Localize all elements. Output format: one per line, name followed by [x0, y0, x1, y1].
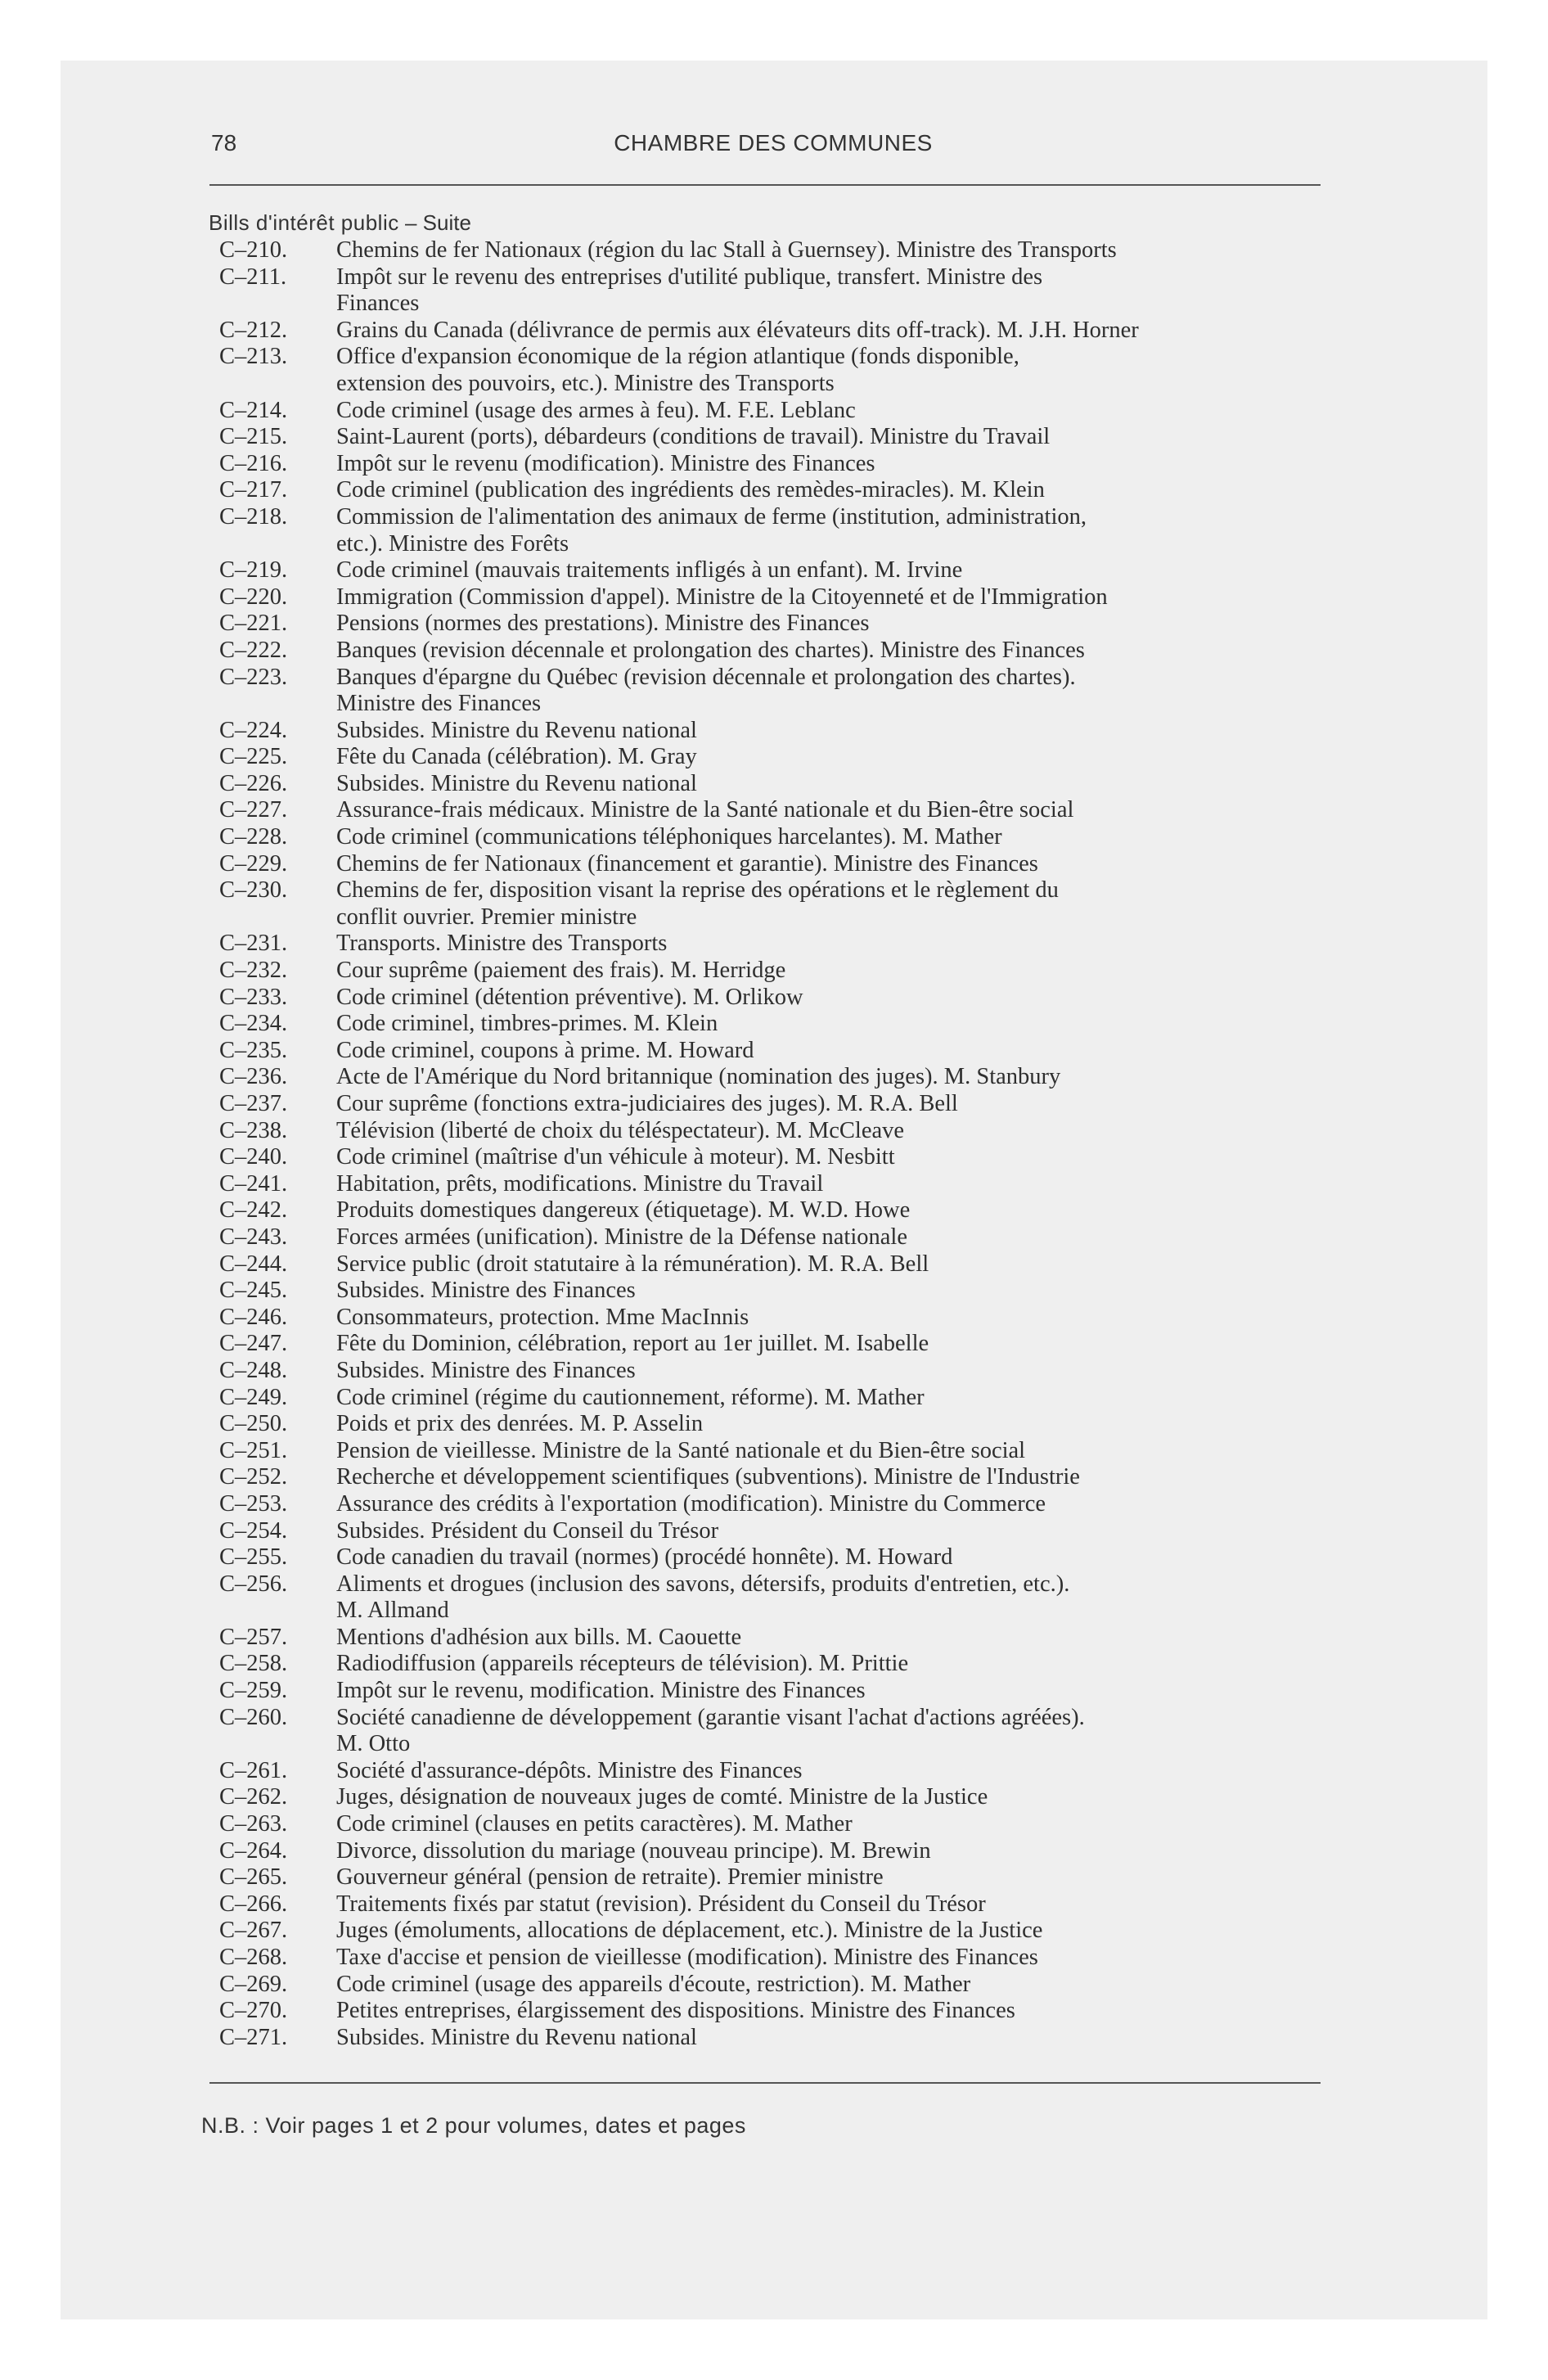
bill-entry	[219, 1144, 1348, 1171]
bill-title-line: Code criminel (clauses en petits caractères). M. Mather	[336, 1811, 853, 1837]
bill-title	[336, 1811, 1348, 1838]
bill-title	[336, 1438, 1348, 1465]
bill-title	[336, 771, 1348, 798]
bill-entry	[219, 1784, 1348, 1811]
bill-entry	[219, 264, 1348, 318]
bill-entry	[219, 1811, 1348, 1838]
bill-title	[336, 1011, 1348, 1038]
bill-title-line: Code criminel (régime du cautionnement, réforme). M. Mather	[336, 1384, 925, 1410]
bill-entry	[219, 1625, 1348, 1652]
bill-title-line: Société canadienne de développement (garantie visant l'achat d'actions agréées).	[336, 1704, 1085, 1730]
bill-number: C–262.	[219, 1784, 288, 1810]
bill-entry	[219, 557, 1348, 584]
bill-entry	[219, 1171, 1348, 1198]
bill-entry	[219, 1038, 1348, 1065]
bill-title-line: Pensions (normes des prestations). Ministre des Finances	[336, 611, 870, 637]
bill-title-line: Acte de l'Amérique du Nord britannique (nomination des juges). M. Stanbury	[336, 1064, 1061, 1090]
bill-list	[219, 237, 1348, 2051]
bill-title-line: Subsides. Ministre des Finances	[336, 1278, 636, 1304]
bill-title	[336, 1091, 1348, 1118]
bill-title-line: Code criminel (usage des appareils d'écoute, restriction). M. Mather	[336, 1971, 971, 1997]
bill-title-line: extension des pouvoirs, etc.). Ministre des Transports	[336, 370, 835, 396]
bill-title	[336, 1864, 1348, 1891]
bill-title-line: Juges, désignation de nouveaux juges de comté. Ministre de la Justice	[336, 1784, 988, 1810]
bill-number: C–251.	[219, 1437, 288, 1463]
bill-title	[336, 638, 1348, 665]
bill-entry	[219, 584, 1348, 611]
bill-entry	[219, 1411, 1348, 1438]
bill-title-line: Poids et prix des denrées. M. P. Asselin	[336, 1411, 704, 1437]
bill-title	[336, 1625, 1348, 1652]
bill-title	[336, 344, 1348, 397]
bill-number: C–215.	[219, 424, 288, 450]
bill-title	[336, 1118, 1348, 1145]
bill-number: C–241.	[219, 1170, 288, 1197]
bill-title-line: Cour suprême (fonctions extra-judiciaires des juges). M. R.A. Bell	[336, 1091, 958, 1116]
bill-number: C–231.	[219, 931, 288, 957]
bill-number: C–258.	[219, 1651, 288, 1677]
bill-title-line: Code criminel (maîtrise d'un véhicule à moteur). M. Nesbitt	[336, 1144, 895, 1170]
bill-number: C–226.	[219, 770, 288, 796]
bill-entry	[219, 771, 1348, 798]
header-rule	[209, 184, 1321, 186]
bill-entry	[219, 1385, 1348, 1412]
bill-title	[336, 1705, 1348, 1758]
bill-title-line: Immigration (Commission d'appel). Ministre de la Citoyenneté et de l'Immigration	[336, 584, 1108, 610]
bill-number: C–212.	[219, 317, 288, 343]
bill-number: C–228.	[219, 824, 288, 850]
bill-title	[336, 1972, 1348, 1999]
bill-number: C–238.	[219, 1117, 288, 1143]
bill-title-line: Divorce, dissolution du mariage (nouveau principe). M. Brewin	[336, 1837, 931, 1864]
bill-title	[336, 1224, 1348, 1251]
bill-entry	[219, 1972, 1348, 1999]
bill-title	[336, 1891, 1348, 1918]
bill-title	[336, 1385, 1348, 1412]
bill-title	[336, 2025, 1348, 2052]
bill-title	[336, 584, 1348, 611]
bill-number: C–217.	[219, 477, 288, 503]
bill-entry	[219, 424, 1348, 451]
bill-number: C–240.	[219, 1144, 288, 1170]
footer-rule	[209, 2082, 1321, 2084]
bill-title-line: M. Otto	[336, 1731, 411, 1757]
bill-title-line: Transports. Ministre des Transports	[336, 931, 668, 957]
section-title: Bills d'intérêt public	[209, 210, 399, 235]
bill-number: C–254.	[219, 1517, 288, 1544]
bill-number: C–259.	[219, 1678, 288, 1704]
bill-title	[336, 1358, 1348, 1385]
bill-number: C–268.	[219, 1945, 288, 1970]
section-continuation: – Suite	[398, 210, 471, 235]
bill-title-line: Commission de l'alimentation des animaux de ferme (institution, administration,	[336, 503, 1087, 530]
bill-number: C–213.	[219, 344, 288, 370]
bill-title	[336, 398, 1348, 425]
bill-entry	[219, 985, 1348, 1012]
bill-entry	[219, 744, 1348, 771]
bill-title-line: Chemins de fer Nationaux (région du lac Stall à Guernsey). Ministre des Transports	[336, 237, 1117, 263]
bill-title-line: Chemins de fer, disposition visant la reprise des opérations et le règlement du	[336, 877, 1059, 904]
bill-title-line: Office d'expansion économique de la région atlantique (fonds disponible,	[336, 344, 1019, 370]
bill-number: C–260.	[219, 1704, 288, 1730]
bill-entry	[219, 931, 1348, 958]
bill-title	[336, 744, 1348, 771]
bill-entry	[219, 1358, 1348, 1385]
bill-number: C–242.	[219, 1197, 288, 1224]
bill-entry	[219, 877, 1348, 931]
bill-title-line: Code criminel, timbres-primes. M. Klein	[336, 1011, 718, 1037]
bill-number: C–234.	[219, 1011, 288, 1037]
bill-title	[336, 264, 1348, 318]
footnote: N.B. : Voir pages 1 et 2 pour volumes, dates et pages	[201, 2113, 746, 2138]
bill-number: C–266.	[219, 1891, 288, 1917]
bill-title-line: Subsides. Président du Conseil du Trésor	[336, 1517, 719, 1544]
bill-number: C–257.	[219, 1624, 288, 1650]
bill-title	[336, 557, 1348, 584]
bill-title-line: Banques (revision décennale et prolongation des chartes). Ministre des Finances	[336, 637, 1085, 663]
running-title: CHAMBRE DES COMMUNES	[614, 130, 933, 156]
bill-title-line: Saint-Laurent (ports), débardeurs (conditions de travail). Ministre du Travail	[336, 424, 1051, 450]
bill-entry	[219, 477, 1348, 504]
bill-entry	[219, 1705, 1348, 1758]
bill-number: C–227.	[219, 797, 288, 823]
bill-entry	[219, 318, 1348, 345]
bill-title-line: M. Allmand	[336, 1598, 449, 1624]
bill-number: C–210.	[219, 237, 288, 263]
bill-title-line: Télévision (liberté de choix du téléspectateur). M. McCleave	[336, 1117, 905, 1143]
bill-title-line: Fête du Dominion, célébration, report au 1er juillet. M. Isabelle	[336, 1331, 929, 1357]
bill-title	[336, 1838, 1348, 1865]
bill-title-line: Chemins de fer Nationaux (financement et garantie). Ministre des Finances	[336, 850, 1038, 877]
bill-title-line: Impôt sur le revenu, modification. Ministre des Finances	[336, 1678, 866, 1704]
bill-title-line: Impôt sur le revenu (modification). Ministre des Finances	[336, 450, 875, 476]
bill-title	[336, 1945, 1348, 1972]
bill-title-line: Forces armées (unification). Ministre de la Défense nationale	[336, 1224, 907, 1250]
bill-title-line: Gouverneur général (pension de retraite). Premier ministre	[336, 1864, 884, 1891]
bill-number: C–214.	[219, 397, 288, 423]
bill-entry	[219, 718, 1348, 745]
bill-title	[336, 1784, 1348, 1811]
bill-entry	[219, 1678, 1348, 1705]
bill-number: C–224.	[219, 717, 288, 743]
bill-number: C–211.	[219, 264, 287, 290]
bill-title-line: Code criminel (publication des ingrédients des remèdes-miracles). M. Klein	[336, 477, 1045, 503]
bill-entry	[219, 1224, 1348, 1251]
bill-title-line: Subsides. Ministre du Revenu national	[336, 770, 697, 796]
bill-title-line: Juges (émoluments, allocations de déplacement, etc.). Ministre de la Justice	[336, 1918, 1043, 1944]
bill-title-line: Subsides. Ministre des Finances	[336, 1357, 636, 1383]
bill-title	[336, 1305, 1348, 1332]
bill-entry	[219, 237, 1348, 264]
bill-title	[336, 718, 1348, 745]
bill-number: C–245.	[219, 1278, 288, 1304]
bill-title	[336, 877, 1348, 931]
section-heading	[209, 210, 471, 236]
bill-entry	[219, 398, 1348, 425]
bill-title	[336, 1518, 1348, 1545]
bill-title-line: Société d'assurance-dépôts. Ministre des Finances	[336, 1757, 803, 1783]
bill-title-line: Assurance-frais médicaux. Ministre de la Santé nationale et du Bien-être social	[336, 797, 1074, 823]
bill-title	[336, 1651, 1348, 1678]
bill-number: C–233.	[219, 984, 288, 1010]
bill-number: C–237.	[219, 1091, 288, 1116]
bill-number: C–243.	[219, 1224, 288, 1250]
bill-number: C–253.	[219, 1490, 288, 1517]
bill-title	[336, 851, 1348, 878]
bill-title	[336, 958, 1348, 985]
bill-number: C–218.	[219, 503, 288, 530]
bill-entry	[219, 1864, 1348, 1891]
bill-title	[336, 611, 1348, 638]
bill-title	[336, 424, 1348, 451]
bill-title-line: Taxe d'accise et pension de vieillesse (modification). Ministre des Finances	[336, 1945, 1038, 1970]
bill-title-line: Recherche et développement scientifiques (subventions). Ministre de l'Industrie	[336, 1464, 1080, 1490]
bill-title	[336, 1678, 1348, 1705]
bill-title	[336, 1544, 1348, 1571]
bill-entry	[219, 1491, 1348, 1518]
bill-entry	[219, 824, 1348, 851]
bill-entry	[219, 1918, 1348, 1945]
bill-title-line: Mentions d'adhésion aux bills. M. Caouette	[336, 1624, 742, 1650]
bill-number: C–269.	[219, 1971, 288, 1997]
bill-number: C–222.	[219, 637, 288, 663]
bill-title-line: Finances	[336, 291, 420, 317]
bill-entry	[219, 1758, 1348, 1785]
bill-title	[336, 504, 1348, 557]
bill-number: C–225.	[219, 744, 288, 770]
bill-number: C–261.	[219, 1757, 288, 1783]
bill-title-line: Produits domestiques dangereux (étiquetage). M. W.D. Howe	[336, 1197, 911, 1224]
bill-number: C–249.	[219, 1384, 288, 1410]
bill-title-line: Fête du Canada (célébration). M. Gray	[336, 744, 697, 770]
bill-entry	[219, 958, 1348, 985]
bill-entry	[219, 851, 1348, 878]
bill-entry	[219, 1651, 1348, 1678]
bill-title	[336, 237, 1348, 264]
bill-entry	[219, 1278, 1348, 1305]
bill-entry	[219, 1838, 1348, 1865]
bill-title	[336, 1491, 1348, 1518]
page-number: 78	[211, 130, 237, 156]
bill-number: C–264.	[219, 1837, 288, 1864]
bill-number: C–219.	[219, 557, 288, 584]
bill-number: C–230.	[219, 877, 288, 904]
bill-number: C–265.	[219, 1864, 288, 1891]
bill-title	[336, 1998, 1348, 2025]
bill-title-line: Traitements fixés par statut (revision). Président du Conseil du Trésor	[336, 1891, 986, 1917]
bill-title-line: Banques d'épargne du Québec (revision décennale et prolongation des chartes).	[336, 664, 1076, 690]
bill-entry	[219, 1118, 1348, 1145]
bill-entry	[219, 665, 1348, 718]
bill-number: C–221.	[219, 611, 288, 637]
bill-entry	[219, 1091, 1348, 1118]
bill-title	[336, 1038, 1348, 1065]
bill-title-line: Impôt sur le revenu des entreprises d'utilité publique, transfert. Ministre des	[336, 264, 1043, 290]
bill-entry	[219, 1251, 1348, 1278]
bill-entry	[219, 638, 1348, 665]
bill-title	[336, 318, 1348, 345]
bill-title-line: Code criminel (usage des armes à feu). M. F.E. Leblanc	[336, 397, 856, 423]
bill-title	[336, 1411, 1348, 1438]
bill-title-line: Subsides. Ministre du Revenu national	[336, 2024, 697, 2050]
bill-entry	[219, 797, 1348, 824]
bill-entry	[219, 1544, 1348, 1571]
bill-title-line: etc.). Ministre des Forêts	[336, 530, 569, 557]
bill-number: C–247.	[219, 1331, 288, 1357]
bill-entry	[219, 504, 1348, 557]
bill-title	[336, 1464, 1348, 1491]
bill-number: C–235.	[219, 1037, 288, 1063]
bill-number: C–232.	[219, 958, 288, 984]
bill-entry	[219, 1518, 1348, 1545]
bill-number: C–236.	[219, 1064, 288, 1090]
bill-number: C–248.	[219, 1357, 288, 1383]
bill-title	[336, 985, 1348, 1012]
bill-title	[336, 1278, 1348, 1305]
bill-entry	[219, 1331, 1348, 1358]
bill-entry	[219, 1197, 1348, 1224]
bill-title	[336, 824, 1348, 851]
bill-title	[336, 665, 1348, 718]
bill-title	[336, 1331, 1348, 1358]
bill-title	[336, 1171, 1348, 1198]
bill-title-line: Grains du Canada (délivrance de permis aux élévateurs dits off-track). M. J.H. Horner	[336, 317, 1139, 343]
bill-number: C–267.	[219, 1918, 288, 1944]
bill-entry	[219, 451, 1348, 478]
bill-number: C–250.	[219, 1411, 288, 1437]
bill-number: C–220.	[219, 584, 288, 610]
bill-title-line: Habitation, prêts, modifications. Ministre du Travail	[336, 1170, 824, 1197]
bill-title-line: Consommateurs, protection. Mme MacInnis	[336, 1304, 749, 1330]
bill-title-line: Pension de vieillesse. Ministre de la Santé nationale et du Bien-être social	[336, 1437, 1026, 1463]
bill-entry	[219, 2025, 1348, 2052]
bill-entry	[219, 344, 1348, 397]
bill-title-line: Subsides. Ministre du Revenu national	[336, 717, 697, 743]
bill-title	[336, 1064, 1348, 1091]
bill-entry	[219, 611, 1348, 638]
bill-title	[336, 477, 1348, 504]
bill-title-line: Code criminel (communications téléphoniques harcelantes). M. Mather	[336, 824, 1002, 850]
bill-title-line: Code canadien du travail (normes) (procédé honnête). M. Howard	[336, 1544, 953, 1571]
bill-title-line: Aliments et drogues (inclusion des savons, détersifs, produits d'entretien, etc.).	[336, 1571, 1070, 1597]
bill-title	[336, 1251, 1348, 1278]
bill-entry	[219, 1064, 1348, 1091]
bill-title	[336, 1197, 1348, 1224]
bill-entry	[219, 1945, 1348, 1972]
bill-entry	[219, 1011, 1348, 1038]
bill-title-line: Service public (droit statutaire à la rémunération). M. R.A. Bell	[336, 1251, 929, 1277]
bill-entry	[219, 1571, 1348, 1625]
bill-number: C–223.	[219, 664, 288, 690]
bill-title-line: Petites entreprises, élargissement des dispositions. Ministre des Finances	[336, 1998, 1015, 2024]
bill-title	[336, 1758, 1348, 1785]
bill-title	[336, 1571, 1348, 1625]
bill-number: C–252.	[219, 1464, 288, 1490]
bill-number: C–271.	[219, 2024, 288, 2050]
bill-number: C–216.	[219, 450, 288, 476]
bill-entry	[219, 1998, 1348, 2025]
bill-number: C–246.	[219, 1304, 288, 1330]
bill-title	[336, 931, 1348, 958]
bill-number: C–270.	[219, 1998, 288, 2024]
bill-number: C–229.	[219, 850, 288, 877]
bill-title-line: Radiodiffusion (appareils récepteurs de télévision). M. Prittie	[336, 1651, 909, 1677]
bill-number: C–256.	[219, 1571, 288, 1597]
bill-title-line: Code criminel (détention préventive). M. Orlikow	[336, 984, 803, 1010]
bill-title-line: Cour suprême (paiement des frais). M. Herridge	[336, 958, 786, 984]
bill-number: C–244.	[219, 1251, 288, 1277]
bill-title	[336, 1144, 1348, 1171]
bill-entry	[219, 1438, 1348, 1465]
bill-title	[336, 797, 1348, 824]
bill-title-line: Code criminel (mauvais traitements infligés à un enfant). M. Irvine	[336, 557, 963, 584]
bill-number: C–263.	[219, 1811, 288, 1837]
bill-title-line: conflit ouvrier. Premier ministre	[336, 904, 637, 930]
bill-entry	[219, 1305, 1348, 1332]
bill-entry	[219, 1464, 1348, 1491]
bill-number: C–255.	[219, 1544, 288, 1571]
bill-title	[336, 451, 1348, 478]
bill-title	[336, 1918, 1348, 1945]
bill-title-line: Assurance des crédits à l'exportation (modification). Ministre du Commerce	[336, 1490, 1046, 1517]
bill-title-line: Code criminel, coupons à prime. M. Howard	[336, 1037, 754, 1063]
bill-entry	[219, 1891, 1348, 1918]
bill-title-line: Ministre des Finances	[336, 691, 542, 717]
